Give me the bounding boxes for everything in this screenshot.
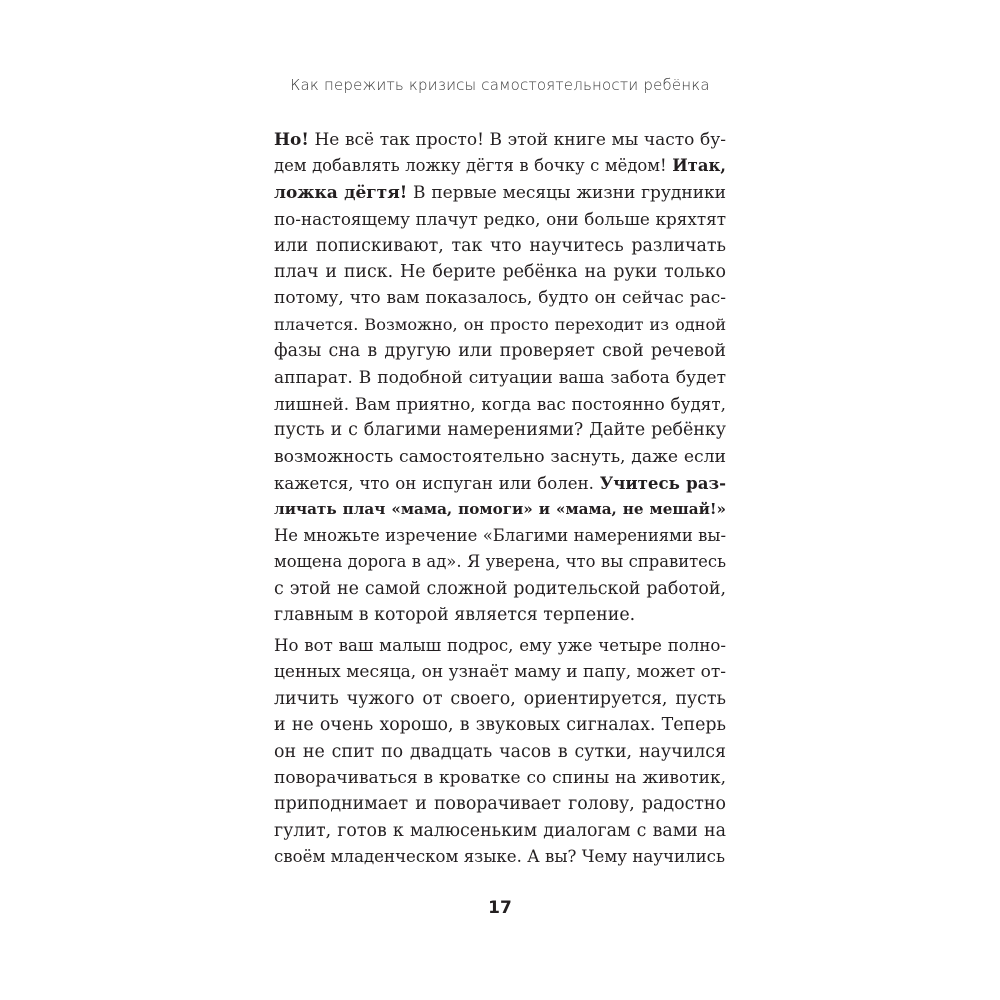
text-run: фазы сна в другую или проверяет свой речевой	[274, 341, 726, 362]
text-run: мощена дорога в ад». Я уверена, что вы справитесь	[274, 552, 726, 572]
paragraph-2	[274, 633, 726, 871]
text-run: он не спит по двадцать часов в сутки, научился	[274, 741, 726, 762]
text-line	[274, 259, 726, 285]
running-head: Как пережить кризисы самостоятельности ребёнка	[290, 76, 710, 94]
text-line	[274, 791, 726, 817]
text-run: В первые месяцы жизни грудники	[407, 182, 726, 203]
text-run: аппарат. В подобной ситуации ваша забота будет	[274, 367, 726, 388]
bold-text: Итак,	[672, 156, 726, 176]
bold-text: ложка дёгтя!	[274, 182, 408, 203]
text-line	[274, 233, 726, 259]
text-run: Не всё так просто! В этой книге мы часто бу-	[308, 130, 726, 150]
text-run: лишней. Вам приятно, когда вас постоянно будят,	[274, 393, 726, 414]
bold-text: Но!	[274, 130, 309, 150]
text-line	[274, 523, 726, 549]
text-run: плач и писк. Не берите ребёнка на руки только	[274, 261, 726, 282]
text-line	[274, 365, 726, 391]
bold-text: личать плач «мама, помоги» и «мама, не мешай!»	[274, 500, 726, 519]
text-run: своём младенческом языке. А вы? Чему научились	[274, 847, 725, 867]
text-line	[274, 844, 726, 870]
text-line	[274, 549, 726, 575]
text-line	[274, 338, 726, 364]
text-run: с этой не самой сложной родительской работой,	[274, 578, 726, 599]
text-line	[274, 153, 726, 179]
text-line	[274, 712, 726, 738]
paragraph-1	[274, 127, 726, 628]
text-line	[274, 444, 726, 470]
text-run: или попискивают, так что научитесь различать	[274, 235, 726, 256]
text-line	[274, 312, 726, 338]
text-run: пусть и с благими намерениями? Дайте ребёнку	[274, 420, 726, 441]
text-run: дем добавлять ложку дёгтя в бочку с мёдом!	[274, 156, 673, 176]
text-line	[274, 496, 726, 522]
text-line	[274, 659, 726, 685]
text-line	[274, 391, 726, 417]
text-run: потому, что вам показалось, будто он сейчас рас-	[274, 288, 726, 309]
text-line	[274, 576, 726, 602]
text-line	[274, 686, 726, 712]
page-number: 17	[488, 898, 512, 918]
text-line	[274, 285, 726, 311]
text-run: по-настоящему плачут редко, они больше кряхтят	[274, 209, 726, 230]
text-line	[274, 206, 726, 232]
text-line	[274, 417, 726, 443]
bold-text: Учитесь раз-	[599, 473, 726, 494]
text-line	[274, 180, 726, 206]
text-run: ценных месяца, он узнаёт маму и папу, может от-	[274, 662, 726, 683]
text-run: поворачиваться в кроватке со спины на животик,	[274, 767, 726, 788]
text-run: Но вот ваш малыш подрос, ему уже четыре полно-	[274, 636, 726, 655]
text-run: личить чужого от своего, ориентируется, пусть	[274, 688, 726, 709]
text-run: кажется, что он испуган или болен.	[274, 474, 600, 494]
text-run: и не очень хорошо, в звуковых сигналах. Теперь	[274, 715, 726, 736]
text-run: Не множьте изречение «Благими намерениями вы-	[274, 525, 726, 545]
text-run: плачется. Возможно, он просто переходит из одной	[274, 314, 726, 334]
text-line	[274, 818, 726, 844]
text-run: возможность самостоятельно заснуть, даже если	[274, 446, 726, 467]
text-line	[274, 739, 726, 765]
text-line	[274, 765, 726, 791]
text-line	[274, 602, 726, 628]
text-line	[274, 470, 726, 496]
text-run: приподнимает и поворачивает голову, радостно	[274, 794, 726, 815]
text-line	[274, 127, 726, 153]
text-line	[274, 633, 726, 659]
text-run: гулит, готов к малюсеньким диалогам с вами на	[274, 820, 726, 841]
text-run: главным в которой является терпение.	[274, 605, 636, 626]
